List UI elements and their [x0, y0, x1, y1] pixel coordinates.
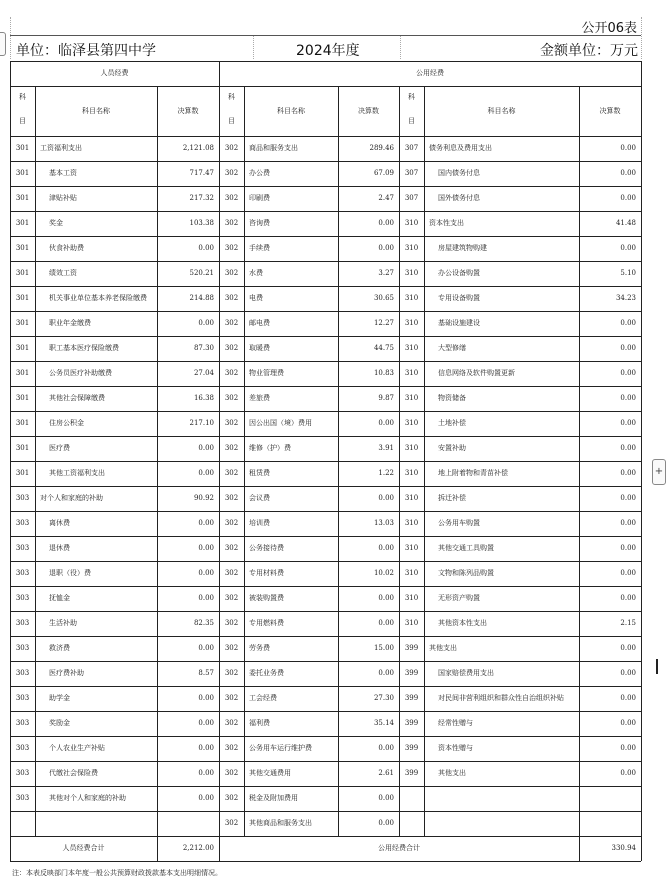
row-name: 津贴补贴	[49, 194, 77, 202]
row-amount: 2.15	[620, 619, 636, 627]
row-amount: 0.00	[620, 744, 636, 752]
row-amount: 1.22	[378, 469, 394, 477]
row-name: 电费	[249, 294, 263, 302]
row-amount: 717.47	[189, 169, 214, 177]
row-amount: 0.00	[620, 194, 636, 202]
row-code: 303	[15, 694, 30, 702]
row-amount: 0.00	[198, 769, 214, 777]
row-code	[399, 786, 424, 811]
row-code: 302	[224, 669, 239, 677]
row-name: 邮电费	[249, 319, 270, 327]
row-amount: 90.92	[193, 494, 214, 502]
row-code: 302	[224, 619, 239, 627]
row-name: 公务员医疗补助缴费	[49, 369, 112, 377]
personnel-total-label: 人员经费合计	[62, 844, 105, 852]
row-name: 伙食补助费	[49, 244, 84, 252]
row-name: 资本性赠与	[438, 744, 473, 752]
row-amount: 13.03	[373, 519, 394, 527]
row-code: 303	[15, 644, 30, 652]
row-name: 印刷费	[249, 194, 270, 202]
row-amount: 0.00	[378, 619, 394, 627]
row-code: 303	[15, 719, 30, 727]
public-total-amount: 330.94	[611, 844, 636, 852]
col-rule-public-mid	[244, 86, 245, 836]
row-name: 职业年金缴费	[49, 319, 91, 327]
row-code: 302	[224, 319, 239, 327]
row-code: 302	[224, 594, 239, 602]
row-amount: 0.00	[378, 794, 394, 802]
row-amount: 41.48	[615, 219, 636, 227]
row-amount: 2.47	[378, 194, 394, 202]
row-code: 301	[15, 144, 30, 152]
row-code: 307	[404, 194, 419, 202]
row-name: 国外债务付息	[438, 194, 480, 202]
row-code: 302	[224, 544, 239, 552]
row-code: 302	[224, 369, 239, 377]
header-subject-code-char: 科	[228, 93, 235, 101]
row-code: 302	[224, 519, 239, 527]
row-amount: 103.38	[189, 219, 214, 227]
row-code: 302	[224, 719, 239, 727]
row-code: 310	[404, 394, 419, 402]
header-subject-name: 科目名称	[277, 107, 305, 115]
row-amount	[157, 811, 214, 836]
header-subject-name: 科目名称	[487, 107, 516, 115]
row-amount: 0.00	[198, 719, 214, 727]
row-amount: 87.30	[193, 344, 214, 352]
row-name: 经常性赠与	[438, 719, 473, 727]
header-subject-code-char: 科	[408, 93, 415, 101]
row-code: 310	[404, 319, 419, 327]
row-amount: 12.27	[373, 319, 394, 327]
row-amount: 0.00	[198, 519, 214, 527]
row-code: 302	[224, 494, 239, 502]
row-amount: 0.00	[378, 419, 394, 427]
row-name: 福利费	[249, 719, 270, 727]
row-code: 302	[224, 569, 239, 577]
form-code: 公开06表	[581, 21, 637, 36]
right-expand-tab[interactable]	[652, 459, 666, 485]
row-amount: 217.10	[189, 419, 214, 427]
row-code: 301	[15, 244, 30, 252]
row-name: 代缴社会保险费	[49, 769, 98, 777]
row-name: 国家赔偿费用支出	[438, 669, 494, 677]
row-name: 奖励金	[49, 719, 70, 727]
row-code: 399	[404, 769, 419, 777]
row-code: 301	[15, 394, 30, 402]
row-code: 302	[224, 694, 239, 702]
row-code: 302	[224, 219, 239, 227]
row-code: 303	[15, 594, 30, 602]
header-subject-code-char: 目	[19, 117, 26, 125]
row-name: 委托业务费	[249, 669, 284, 677]
row-amount: 0.00	[378, 494, 394, 502]
unit-label: 单位：临泽县第四中学	[16, 43, 156, 59]
row-amount: 0.00	[620, 494, 636, 502]
row-code: 302	[224, 194, 239, 202]
row-name: 水费	[249, 269, 263, 277]
row-code: 303	[15, 494, 30, 502]
row-code: 302	[224, 394, 239, 402]
row-code: 310	[404, 519, 419, 527]
table-border-bottom	[10, 861, 641, 862]
row-code: 302	[224, 769, 239, 777]
scroll-marker	[656, 659, 658, 674]
row-amount: 10.02	[373, 569, 394, 577]
row-name: 物业管理费	[249, 369, 284, 377]
row-name: 安置补助	[438, 444, 466, 452]
row-name: 办公设备购置	[438, 269, 480, 277]
row-name: 维修（护）费	[249, 444, 291, 452]
row-name: 抚恤金	[49, 594, 70, 602]
row-name: 资本性支出	[429, 219, 464, 227]
row-amount: 27.30	[373, 694, 394, 702]
row-code: 310	[404, 419, 419, 427]
row-code: 301	[15, 419, 30, 427]
row-amount: 2,121.08	[182, 144, 214, 152]
header-subject-code-char: 科	[19, 93, 26, 101]
row-name	[429, 811, 577, 836]
row-amount	[579, 786, 636, 811]
row-amount: 0.00	[620, 544, 636, 552]
row-name: 专用材料费	[249, 569, 284, 577]
row-name: 大型修缮	[438, 344, 466, 352]
row-name: 公务用车运行维护费	[249, 744, 312, 752]
row-amount: 0.00	[198, 644, 214, 652]
row-name: 租赁费	[249, 469, 270, 477]
row-amount: 0.00	[620, 144, 636, 152]
row-code: 310	[404, 544, 419, 552]
row-amount: 217.32	[189, 194, 214, 202]
row-name: 培训费	[249, 519, 270, 527]
row-amount: 0.00	[378, 669, 394, 677]
section-title-public: 公用经费	[416, 69, 444, 77]
row-amount: 0.00	[378, 819, 394, 827]
row-amount: 82.35	[193, 619, 214, 627]
row-name: 地上附着物和青苗补偿	[438, 469, 508, 477]
row-name: 房屋建筑物购建	[438, 244, 487, 252]
header-final-amount: 决算数	[177, 107, 199, 115]
row-amount: 0.00	[620, 344, 636, 352]
col-rule-public-right	[424, 86, 425, 836]
row-name: 住房公积金	[49, 419, 84, 427]
row-name: 土地补偿	[438, 419, 466, 427]
row-code: 302	[224, 344, 239, 352]
row-code: 303	[15, 519, 30, 527]
row-name: 信息网络及软件购置更新	[438, 369, 515, 377]
row-code: 302	[224, 794, 239, 802]
row-amount: 0.00	[620, 319, 636, 327]
row-name: 公务用车购置	[438, 519, 480, 527]
row-code: 310	[404, 369, 419, 377]
row-amount: 0.00	[198, 744, 214, 752]
row-amount: 0.00	[198, 794, 214, 802]
row-name: 因公出国（境）费用	[249, 419, 312, 427]
row-code: 310	[404, 619, 419, 627]
row-name: 职工基本医疗保险缴费	[49, 344, 119, 352]
row-name: 取暖费	[249, 344, 270, 352]
row-code: 310	[404, 219, 419, 227]
row-amount: 0.00	[198, 569, 214, 577]
row-name: 基础设施建设	[438, 319, 480, 327]
row-code: 301	[15, 169, 30, 177]
row-amount: 0.00	[620, 719, 636, 727]
row-name: 债务利息及费用支出	[429, 144, 492, 152]
row-code: 303	[15, 569, 30, 577]
row-amount: 289.46	[369, 144, 394, 152]
row-name: 工资福利支出	[40, 144, 82, 152]
row-code: 310	[404, 269, 419, 277]
row-code: 303	[15, 544, 30, 552]
row-name: 生活补助	[49, 619, 77, 627]
row-amount: 0.00	[620, 669, 636, 677]
row-code: 302	[224, 144, 239, 152]
row-amount: 0.00	[198, 444, 214, 452]
row-name: 其他支出	[429, 644, 457, 652]
row-name: 工会经费	[249, 694, 277, 702]
row-amount: 5.10	[620, 269, 636, 277]
row-name: 专用燃料费	[249, 619, 284, 627]
row-amount: 0.00	[620, 469, 636, 477]
row-name: 其他商品和服务支出	[249, 819, 312, 827]
row-amount: 2.61	[378, 769, 394, 777]
row-code: 399	[404, 744, 419, 752]
col-rule-personnel	[35, 86, 36, 836]
row-name: 其他社会保障缴费	[49, 394, 105, 402]
row-code: 301	[15, 369, 30, 377]
row-code: 302	[224, 269, 239, 277]
row-code: 310	[404, 344, 419, 352]
row-name: 救济费	[49, 644, 70, 652]
left-collapse-tab[interactable]	[0, 32, 6, 56]
row-code: 303	[15, 744, 30, 752]
row-code: 399	[404, 644, 419, 652]
row-amount: 0.00	[198, 244, 214, 252]
row-name: 退休费	[49, 544, 70, 552]
row-code: 302	[224, 819, 239, 827]
row-code: 399	[404, 719, 419, 727]
row-amount: 0.00	[198, 594, 214, 602]
footnote: 注：本表反映部门本年度一般公共预算财政拨款基本支出明细情况。	[12, 869, 222, 877]
row-name: 税金及附加费用	[249, 794, 298, 802]
header-dash-3	[400, 36, 401, 59]
row-amount: 9.87	[378, 394, 394, 402]
row-amount: 44.75	[373, 344, 394, 352]
row-amount: 10.83	[373, 369, 394, 377]
row-amount: 67.09	[373, 169, 394, 177]
row-name: 拆迁补偿	[438, 494, 466, 502]
personnel-total-amount: 2,212.00	[182, 844, 214, 852]
header-subject-name: 科目名称	[82, 107, 110, 115]
row-name: 机关事业单位基本养老保险缴费	[49, 294, 147, 302]
header-subject-code-char: 目	[408, 117, 415, 125]
row-code: 310	[404, 469, 419, 477]
row-code: 310	[404, 244, 419, 252]
row-name: 个人农业生产补贴	[49, 744, 105, 752]
row-amount: 0.00	[198, 469, 214, 477]
row-name	[40, 811, 155, 836]
header-final-amount: 决算数	[358, 107, 379, 115]
row-amount: 0.00	[198, 694, 214, 702]
header-divider-top	[10, 35, 641, 36]
row-amount: 0.00	[620, 519, 636, 527]
row-name: 其他交通费用	[249, 769, 291, 777]
row-name: 差旅费	[249, 394, 270, 402]
row-code: 303	[15, 619, 30, 627]
row-code: 302	[224, 419, 239, 427]
row-name: 其他工资福利支出	[49, 469, 105, 477]
row-amount: 0.00	[620, 569, 636, 577]
row-code: 302	[224, 744, 239, 752]
row-code: 310	[404, 294, 419, 302]
row-code: 303	[15, 769, 30, 777]
header-final-amount: 决算数	[599, 107, 621, 115]
row-code: 301	[15, 294, 30, 302]
row-amount: 0.00	[378, 744, 394, 752]
row-amount: 0.00	[378, 219, 394, 227]
row-amount: 0.00	[198, 544, 214, 552]
row-amount: 520.21	[189, 269, 214, 277]
row-amount: 0.00	[620, 394, 636, 402]
row-name: 助学金	[49, 694, 70, 702]
row-amount: 3.27	[378, 269, 394, 277]
row-name: 商品和服务支出	[249, 144, 298, 152]
row-code: 307	[404, 144, 419, 152]
row-code: 310	[404, 594, 419, 602]
row-amount: 0.00	[620, 419, 636, 427]
row-name: 手续费	[249, 244, 270, 252]
row-code: 302	[224, 294, 239, 302]
row-amount: 30.65	[373, 294, 394, 302]
row-amount: 0.00	[620, 169, 636, 177]
row-code: 301	[15, 344, 30, 352]
row-amount: 34.23	[615, 294, 636, 302]
row-code: 307	[404, 169, 419, 177]
row-code: 303	[15, 669, 30, 677]
row-amount: 0.00	[620, 769, 636, 777]
header-dash-4	[641, 17, 642, 59]
row-code: 301	[15, 319, 30, 327]
row-name: 文物和陈列品购置	[438, 569, 494, 577]
row-amount: 15.00	[373, 644, 394, 652]
row-amount: 0.00	[620, 594, 636, 602]
row-name: 其他对个人和家庭的补助	[49, 794, 126, 802]
header-subject-code-char: 目	[228, 117, 235, 125]
row-name: 物资储备	[438, 394, 466, 402]
row-code: 310	[404, 444, 419, 452]
row-code: 303	[15, 794, 30, 802]
row-amount: 35.14	[373, 719, 394, 727]
row-amount: 0.00	[198, 319, 214, 327]
row-name: 医疗费补助	[49, 669, 84, 677]
header-dash-2	[253, 36, 254, 59]
row-name: 绩效工资	[49, 269, 77, 277]
row-code: 310	[404, 494, 419, 502]
row-name: 劳务费	[249, 644, 270, 652]
row-amount: 0.00	[378, 594, 394, 602]
row-code: 301	[15, 269, 30, 277]
row-name	[429, 786, 577, 811]
row-code	[10, 811, 35, 836]
row-code: 302	[224, 469, 239, 477]
row-amount	[579, 811, 636, 836]
row-name: 其他交通工具购置	[438, 544, 494, 552]
row-name: 退职（役）费	[49, 569, 91, 577]
row-name: 对民间非营利组织和群众性自治组织补贴	[438, 694, 564, 702]
table-border-right	[641, 61, 642, 861]
row-code: 310	[404, 569, 419, 577]
row-amount: 0.00	[620, 694, 636, 702]
row-name: 公务接待费	[249, 544, 284, 552]
row-amount: 214.88	[189, 294, 214, 302]
row-amount: 0.00	[620, 444, 636, 452]
row-name: 基本工资	[49, 169, 77, 177]
section-title-personnel: 人员经费	[100, 69, 129, 77]
row-code: 399	[404, 669, 419, 677]
year-label: 2024年度	[296, 43, 360, 59]
row-amount: 0.00	[620, 244, 636, 252]
row-name: 被装购置费	[249, 594, 284, 602]
row-code: 399	[404, 694, 419, 702]
row-name: 奖金	[49, 219, 63, 227]
row-amount: 0.00	[378, 244, 394, 252]
row-amount: 8.57	[198, 669, 214, 677]
row-amount: 0.00	[620, 644, 636, 652]
row-amount: 27.04	[193, 369, 214, 377]
row-name: 办公费	[249, 169, 270, 177]
row-code: 301	[15, 469, 30, 477]
row-code: 302	[224, 169, 239, 177]
row-name: 医疗费	[49, 444, 70, 452]
row-name: 国内债务付息	[438, 169, 480, 177]
plus-glyph: +	[654, 466, 664, 477]
row-code: 302	[224, 644, 239, 652]
row-name: 专用设备购置	[438, 294, 480, 302]
row-code: 301	[15, 444, 30, 452]
row-name: 其他支出	[438, 769, 466, 777]
row-code: 302	[224, 244, 239, 252]
row-name: 无形资产购置	[438, 594, 480, 602]
header-dash-1	[10, 17, 11, 59]
row-name: 咨询费	[249, 219, 270, 227]
row-code: 301	[15, 194, 30, 202]
row-code: 301	[15, 219, 30, 227]
row-code: 302	[224, 444, 239, 452]
row-name: 其他资本性支出	[438, 619, 487, 627]
row-name: 离休费	[49, 519, 70, 527]
row-amount: 3.91	[378, 444, 394, 452]
row-name: 会议费	[249, 494, 270, 502]
public-total-label: 公用经费合计	[378, 844, 420, 852]
row-amount: 16.38	[193, 394, 214, 402]
row-amount: 0.00	[378, 544, 394, 552]
amount-unit-label: 金额单位：万元	[540, 43, 638, 59]
row-code	[399, 811, 424, 836]
row-amount: 0.00	[620, 369, 636, 377]
row-name: 对个人和家庭的补助	[40, 494, 103, 502]
